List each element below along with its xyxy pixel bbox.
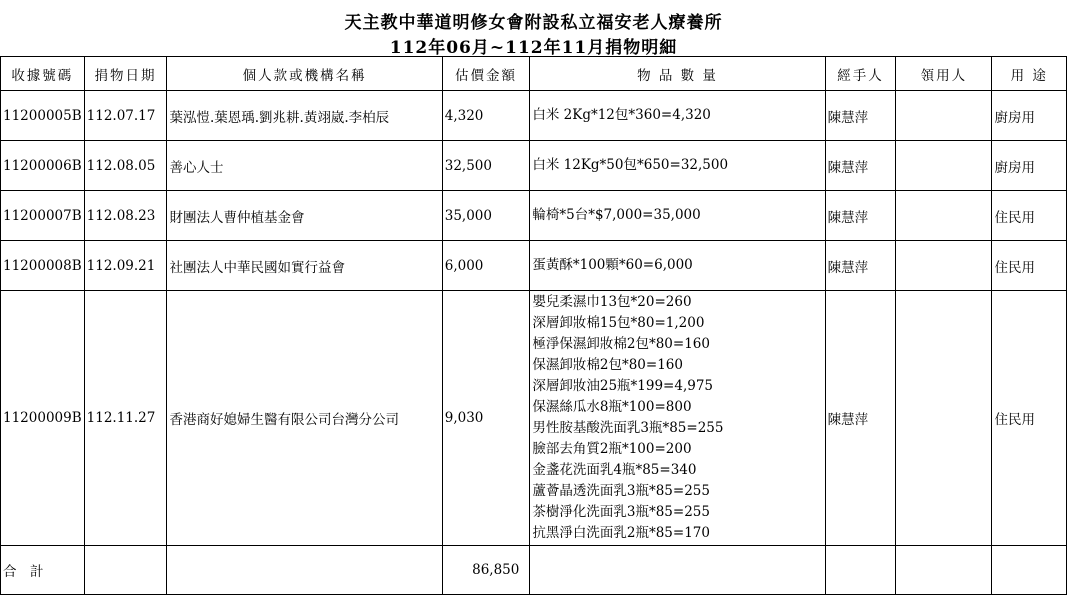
document-title: 天主教中華道明修女會附設私立福安老人療養所 [344,13,723,33]
purpose-cell: 住民用 [992,241,1067,291]
date-cell: 112.08.05 [84,141,167,191]
recipient-cell [896,141,992,191]
table-row [1,91,1067,141]
date-cell: 112.08.23 [84,191,167,241]
header-donor: 個人款或機構名稱 [167,57,442,91]
date-cell: 112.09.21 [84,241,167,291]
table-row [1,291,1067,546]
total-empty [825,546,896,595]
total-value: 86,850 [442,546,530,595]
donor-cell: 葉泓愷.葉恩瑀.劉兆耕.黃翊崴.李柏辰 [167,91,442,141]
item-line: 深層卸妝棉15包*80=1,200 [532,315,705,331]
recipient-cell [896,91,992,141]
donation-table [0,56,1067,595]
items-cell [530,291,825,546]
handler-cell: 陳慧萍 [825,91,896,141]
item-line: 深層卸妝油25瓶*199=4,975 [532,378,714,394]
receipt-number-cell: 11200006B [1,141,85,191]
value-cell: 32,500 [442,141,530,191]
total-label: 合 計 [1,546,85,595]
recipient-cell [896,291,992,546]
recipient-cell [896,191,992,241]
value-cell: 35,000 [442,191,530,241]
item-line: 保濕絲瓜水8瓶*100=800 [532,399,692,415]
item-line: 白米 2Kg*12包*360=4,320 [532,107,711,123]
header-purpose: 用 途 [992,57,1067,91]
items-cell [530,191,825,241]
receipt-number-cell: 11200008B [1,241,85,291]
item-line: 抗黑淨白洗面乳2瓶*85=170 [532,525,710,541]
receipt-number-cell: 11200009B [1,291,85,546]
table-row [1,191,1067,241]
total-empty [167,546,442,595]
total-empty [992,546,1067,595]
table-row [1,241,1067,291]
purpose-cell: 廚房用 [992,91,1067,141]
total-row [1,546,1067,595]
purpose-cell: 廚房用 [992,141,1067,191]
date-cell: 112.11.27 [84,291,167,546]
header-row [1,57,1067,91]
table-row [1,141,1067,191]
item-line: 白米 12Kg*50包*650=32,500 [532,157,729,173]
items-cell [530,241,825,291]
handler-cell: 陳慧萍 [825,141,896,191]
header-recipient: 領用人 [896,57,992,91]
handler-cell: 陳慧萍 [825,241,896,291]
item-line: 男性胺基酸洗面乳3瓶*85=255 [532,420,724,436]
item-line: 金盞花洗面乳4瓶*85=340 [532,462,697,478]
value-cell: 9,030 [442,291,530,546]
handler-cell: 陳慧萍 [825,291,896,546]
total-empty [530,546,825,595]
total-empty [84,546,167,595]
document-subtitle: 112年06月~112年11月捐物明細 [389,38,678,58]
item-line: 極淨保濕卸妝棉2包*80=160 [532,336,710,352]
item-line: 臉部去角質2瓶*100=200 [532,441,692,457]
receipt-number-cell: 11200005B [1,91,85,141]
value-cell: 6,000 [442,241,530,291]
items-cell [530,91,825,141]
item-line: 蘆薈晶透洗面乳3瓶*85=255 [532,483,710,499]
handler-cell: 陳慧萍 [825,191,896,241]
item-line: 茶樹淨化洗面乳3瓶*85=255 [532,504,710,520]
donor-cell: 香港商好媳婦生醫有限公司台灣分公司 [167,291,442,546]
donor-cell: 善心人士 [167,141,442,191]
donor-cell: 財團法人曹仲植基金會 [167,191,442,241]
purpose-cell: 住民用 [992,291,1067,546]
item-line: 嬰兒柔濕巾13包*20=260 [532,294,692,310]
purpose-cell: 住民用 [992,191,1067,241]
header-value: 估價金額 [442,57,530,91]
total-empty [896,546,992,595]
items-cell [530,141,825,191]
header-handler: 經手人 [825,57,896,91]
header-receipt: 收據號碼 [1,57,85,91]
recipient-cell [896,241,992,291]
header-date: 捐物日期 [84,57,167,91]
donor-cell: 社團法人中華民國如實行益會 [167,241,442,291]
item-line: 蛋黃酥*100顆*60=6,000 [532,257,693,273]
value-cell: 4,320 [442,91,530,141]
item-line: 保濕卸妝棉2包*80=160 [532,357,683,373]
receipt-number-cell: 11200007B [1,191,85,241]
date-cell: 112.07.17 [84,91,167,141]
item-line: 輪椅*5台*$7,000=35,000 [532,207,701,223]
header-items: 物 品 數 量 [530,57,825,91]
